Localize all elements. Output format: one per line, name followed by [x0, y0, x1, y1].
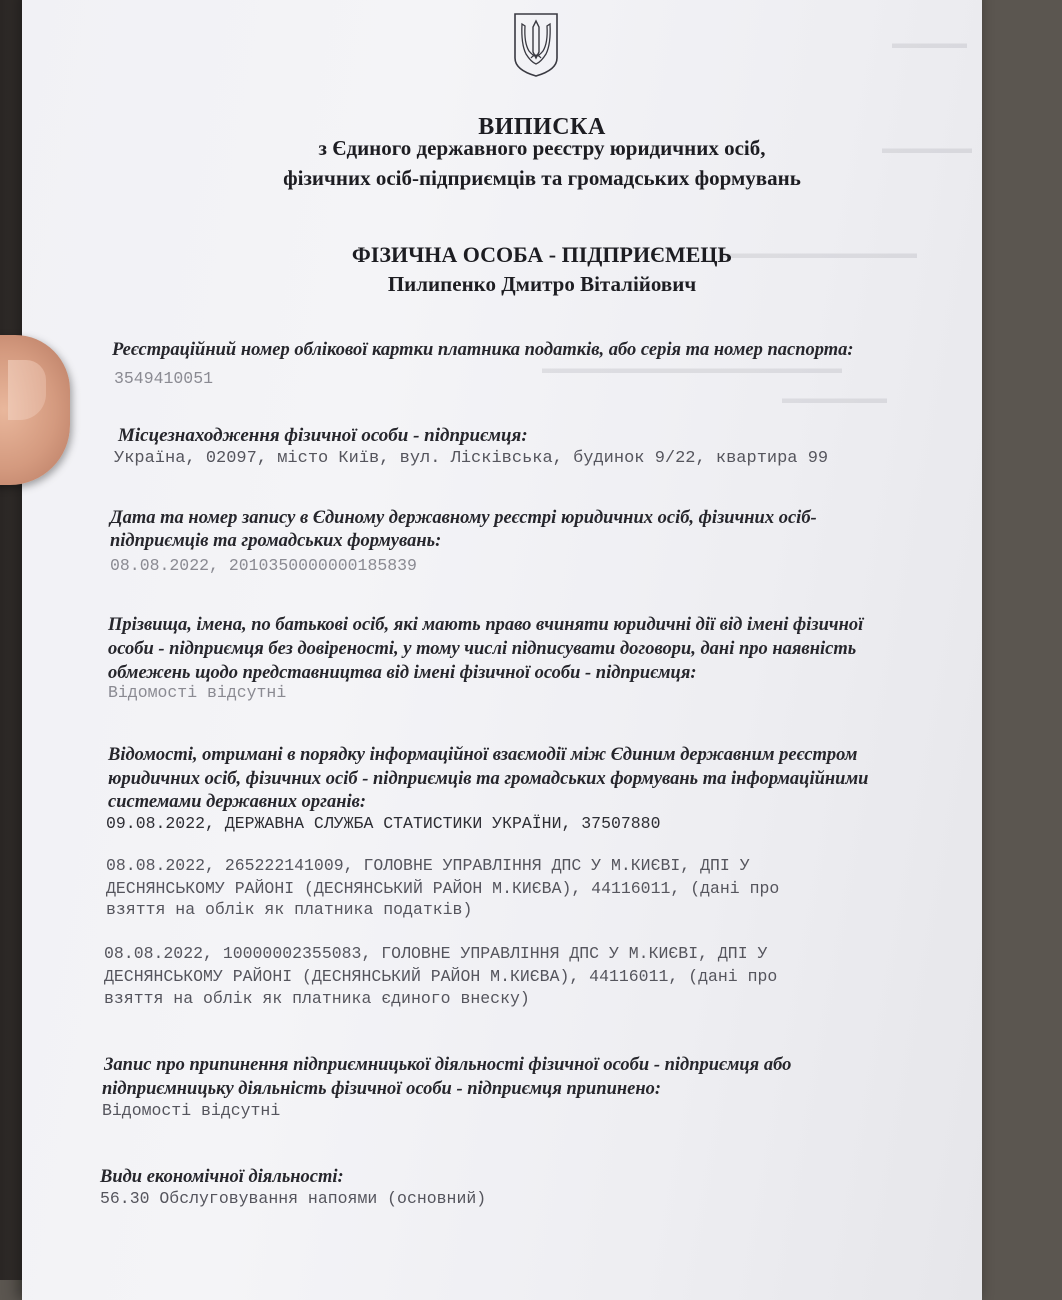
interaction-label-line3: системами державних органів: [108, 792, 367, 812]
tax-id-label: Реєстраційний номер облікової картки платника податків, або серія та номер паспорта: [112, 340, 854, 360]
representatives-value: Відомості відсутні [108, 683, 287, 702]
reverse-side-bleed: ▬▬▬▬▬▬▬▬▬▬▬▬▬▬▬▬▬▬▬▬ [542, 360, 842, 377]
reverse-side-bleed: ▬▬▬▬▬ [892, 35, 967, 52]
trident-coat-of-arms-icon [512, 12, 560, 78]
registration-value: 08.08.2022, 2010350000000185839 [110, 556, 417, 575]
interaction-entry-3-line1: 08.08.2022, 10000002355083, ГОЛОВНЕ УПРАВЛІННЯ ДПС У М.КИЄВІ, ДПІ У [104, 944, 768, 963]
address-value: Україна, 02097, місто Київ, вул. Лісківська, будинок 9/22, квартира 99 [114, 449, 829, 468]
termination-label-line1: Запис про припинення підприємницької діяльності фізичної особи - підприємця або [104, 1055, 792, 1075]
document-subtitle-line2: фізичних осіб-підприємців та громадських формувань [283, 166, 801, 190]
reverse-side-bleed: ▬▬▬▬▬▬ [882, 140, 972, 157]
reverse-side-bleed: ▬▬▬▬▬▬▬ [782, 390, 887, 407]
entity-type-heading: ФІЗИЧНА ОСОБА - ПІДПРИЄМЕЦЬ [351, 242, 733, 267]
document-subtitle-line1: з Єдиного державного реєстру юридичних осіб, [318, 136, 766, 160]
activities-label: Види економічної діяльності: [100, 1167, 344, 1187]
interaction-entry-2-line1: 08.08.2022, 265222141009, ГОЛОВНЕ УПРАВЛІННЯ ДПС У М.КИЄВІ, ДПІ У [106, 856, 750, 875]
document-title: ВИПИСКА [478, 114, 606, 140]
interaction-entry-3-line2: ДЕСНЯНСЬКОМУ РАЙОНІ (ДЕСНЯНСЬКИЙ РАЙОН М.КИЄВА), 44116011, (дані про [104, 967, 778, 986]
reverse-side-bleed: ▬▬▬▬▬▬▬▬▬▬▬▬▬ [722, 245, 917, 262]
interaction-entry-1: 09.08.2022, ДЕРЖАВНА СЛУЖБА СТАТИСТИКИ УКРАЇНИ, 37507880 [106, 814, 661, 833]
interaction-label-line1: Відомості, отримані в порядку інформаційної взаємодії між Єдиним державним реєстром [108, 745, 858, 765]
registration-label-line2: підприємців та громадських формувань: [110, 531, 442, 551]
activities-value: 56.30 Обслуговування напоями (основний) [100, 1189, 487, 1208]
entity-name: Пилипенко Дмитро Віталійович [387, 272, 697, 296]
termination-label-line2: підприємницьку діяльність фізичної особи - підприємця припинено: [102, 1079, 662, 1099]
representatives-label-line2: особи - підприємця без довіреності, у тому числі підписувати договори, дані про наявність [108, 639, 857, 659]
tax-id-value: 3549410051 [114, 369, 214, 388]
interaction-entry-3-line3: взяття на облік як платника єдиного внеску) [104, 989, 530, 1008]
representatives-label-line1: Прізвища, імена, по батькові осіб, які мають право вчиняти юридичні дії від імені фізичної [108, 615, 864, 635]
representatives-label-line3: обмежень щодо представництва від імені фізичної особи - підприємця: [108, 663, 697, 683]
document-page [22, 0, 982, 1300]
address-label: Місцезнаходження фізичної особи - підприємця: [118, 425, 528, 446]
interaction-entry-2-line3: взяття на облік як платника податків) [106, 900, 473, 919]
interaction-entry-2-line2: ДЕСНЯНСЬКОМУ РАЙОНІ (ДЕСНЯНСЬКИЙ РАЙОН М.КИЄВА), 44116011, (дані про [106, 879, 780, 898]
termination-value: Відомості відсутні [102, 1101, 281, 1120]
interaction-label-line2: юридичних осіб, фізичних осіб - підприємців та громадських формувань та інформаційними [108, 769, 869, 789]
registration-label-line1: Дата та номер запису в Єдиному державному реєстрі юридичних осіб, фізичних осіб- [110, 508, 817, 528]
